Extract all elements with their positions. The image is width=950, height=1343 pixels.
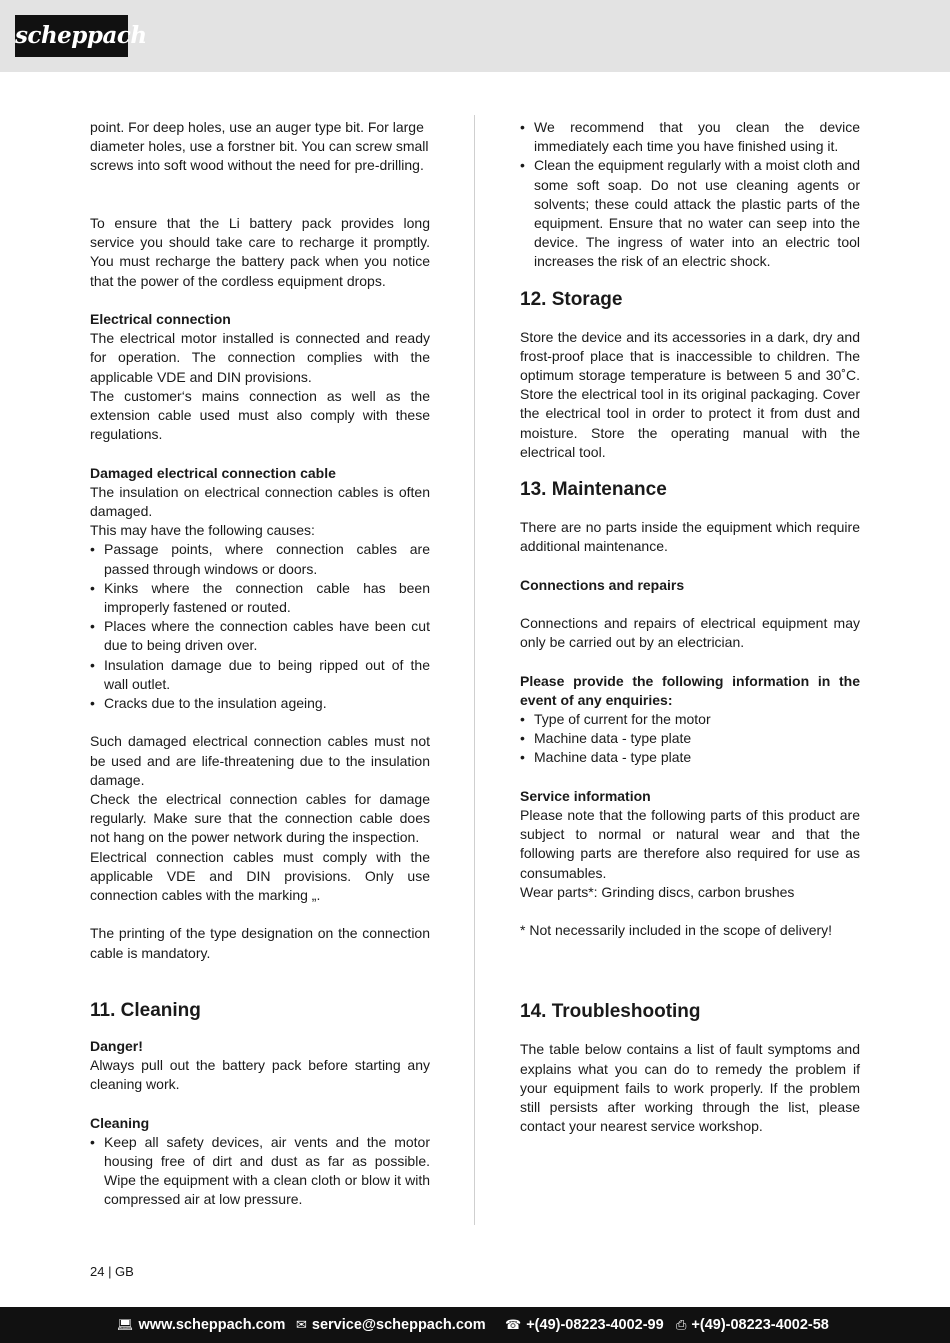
danger-title: Danger! [90, 1037, 143, 1054]
list-item: • Machine data - type plate [520, 748, 860, 767]
list-item: • Kinks where the connection cable has been improperly fastened or routed. [90, 579, 430, 617]
storage-heading: 12. Storage [520, 288, 623, 310]
electrical-connection-paragraph-1: The electrical motor installed is connected and ready for operation. The connection complies with the applicable VDE and DIN provisions. [90, 330, 430, 385]
damaged-cable-causes-list [90, 540, 430, 713]
list-item: • We recommend that you clean the device immediately each time you have finished using it. [520, 118, 860, 156]
list-item: • Cracks due to the insulation ageing. [90, 694, 430, 713]
electrical-connection-paragraph-2: The customer‘s mains connection as well as the extension cable used must also comply with these regulations. [90, 387, 430, 443]
damaged-cable-paragraph-6: The printing of the type designation on the connection cable is mandatory. [90, 925, 430, 961]
damaged-cable-paragraph-1: The insulation on electrical connection cables is often damaged. [90, 483, 430, 520]
list-item: • Places where the connection cables have been cut due to being driven over. [90, 617, 430, 655]
list-item: • Passage points, where connection cables are passed through windows or doors. [90, 540, 430, 578]
footer-email[interactable] [296, 1307, 486, 1343]
laptop-icon: 💻︎ [117, 1317, 134, 1332]
footer-fax-text: +(49)-08223-4002-58 [691, 1317, 829, 1333]
storage-paragraph: Store the device and its accessories in a dark, dry and frost-proof place that is inaccessible to children. The optimum storage temperature is between 5 and 30˚C. Store the electrical tool in its original packaging. Cover the electrical tool in order to protect it from dust and moisture. Store the operating manual with the electrical tool. [520, 328, 860, 460]
scheppach-logo: scheppach [15, 15, 128, 57]
column-divider [474, 115, 475, 1225]
damaged-cable-paragraph-3: Such damaged electrical connection cables must not be used and are life-threatening due to the insulation damage. [90, 733, 430, 788]
header-bar [0, 0, 950, 72]
troubleshooting-heading: 14. Troubleshooting [520, 1001, 701, 1023]
enquiry-list [520, 710, 860, 768]
enquiry-title: Please provide the following information in the event of any enquiries: [520, 672, 860, 708]
cleaning-list [90, 1133, 430, 1210]
connections-repairs-paragraph: Connections and repairs of electrical equipment may only be carried out by an electrician. [520, 615, 860, 651]
service-information-paragraph: Please note that the following parts of this product are subject to normal or natural wear and that the following parts are therefore also required for use as consumables. [520, 807, 860, 881]
footer-website[interactable] [117, 1307, 285, 1343]
electrical-connection-title: Electrical connection [90, 311, 231, 327]
footer-email-text: service@scheppach.com [311, 1317, 486, 1333]
footer-phone[interactable] [505, 1307, 664, 1343]
phone-icon: ☎︎ [505, 1317, 522, 1332]
left-column [90, 118, 430, 1210]
service-information-title: Service information [520, 787, 651, 804]
connections-repairs-title: Connections and repairs [520, 576, 685, 593]
damaged-cable-title: Damaged electrical connection cable [90, 464, 336, 481]
list-item: • Keep all safety devices, air vents and the motor housing free of dirt and dust as far as possible. Wipe the equipment with a clean cloth or blow it with compressed air at low pressure. [90, 1133, 430, 1210]
maintenance-paragraph: There are no parts inside the equipment which require additional maintenance. [520, 519, 860, 555]
mail-icon: ✉︎ [296, 1317, 307, 1332]
maintenance-heading: 13. Maintenance [520, 479, 667, 501]
wear-parts-paragraph: Wear parts*: Grinding discs, carbon brushes [520, 883, 795, 900]
cleaning-heading: 11. Cleaning [90, 999, 201, 1021]
list-item: • Type of current for the motor [520, 710, 860, 729]
list-item: • Clean the equipment regularly with a moist cloth and some soft soap. Do not use cleaning agents or solvents; these could attack the plastic parts of the equipment. Ensure that no water can seep into the device. The ingress of water into an electric tool increases the risk of an electric shock. [520, 156, 860, 271]
battery-paragraph: To ensure that the Li battery pack provides long service you should take care to recharge it promptly. You must recharge the battery pack when you notice that the power of the cordless equipment drops. [90, 215, 430, 289]
footer-website-text: www.scheppach.com [138, 1317, 286, 1333]
damaged-cable-paragraph-5: Electrical connection cables must comply with the applicable VDE and DIN provisions. Only use connection cables with the marking „. [90, 848, 430, 904]
damaged-cable-paragraph-4: Check the electrical connection cables for damage regularly. Make sure that the connection cable does not hang on the power network during the inspection. [90, 791, 430, 846]
danger-paragraph: Always pull out the battery pack before starting any cleaning work. [90, 1057, 430, 1093]
fax-icon: ⎙ [676, 1317, 687, 1332]
troubleshooting-paragraph: The table below contains a list of fault symptoms and explains what you can do to remedy the problem if your equipment fails to work properly. If the problem still persists after working through the list, please contact your nearest service workshop. [520, 1041, 860, 1135]
damaged-cable-paragraph-2: This may have the following causes: [90, 522, 315, 539]
cleaning-list-continued [520, 118, 860, 272]
page-number: 24 | GB [90, 1264, 134, 1279]
footer-phone-text: +(49)-08223-4002-99 [526, 1317, 664, 1333]
delivery-note: * Not necessarily included in the scope of delivery! [520, 922, 833, 939]
list-item: • Machine data - type plate [520, 729, 860, 748]
cleaning-subtitle: Cleaning [90, 1114, 150, 1131]
intro-paragraph: point. For deep holes, use an auger type bit. For large diameter holes, use a forstner bit. You can screw small screws into soft wood without the need for pre-drilling. [90, 119, 429, 174]
footer-bar [0, 1307, 950, 1343]
footer-fax[interactable] [676, 1307, 829, 1343]
right-column [520, 118, 860, 1136]
list-item: • Insulation damage due to being ripped out of the wall outlet. [90, 656, 430, 694]
